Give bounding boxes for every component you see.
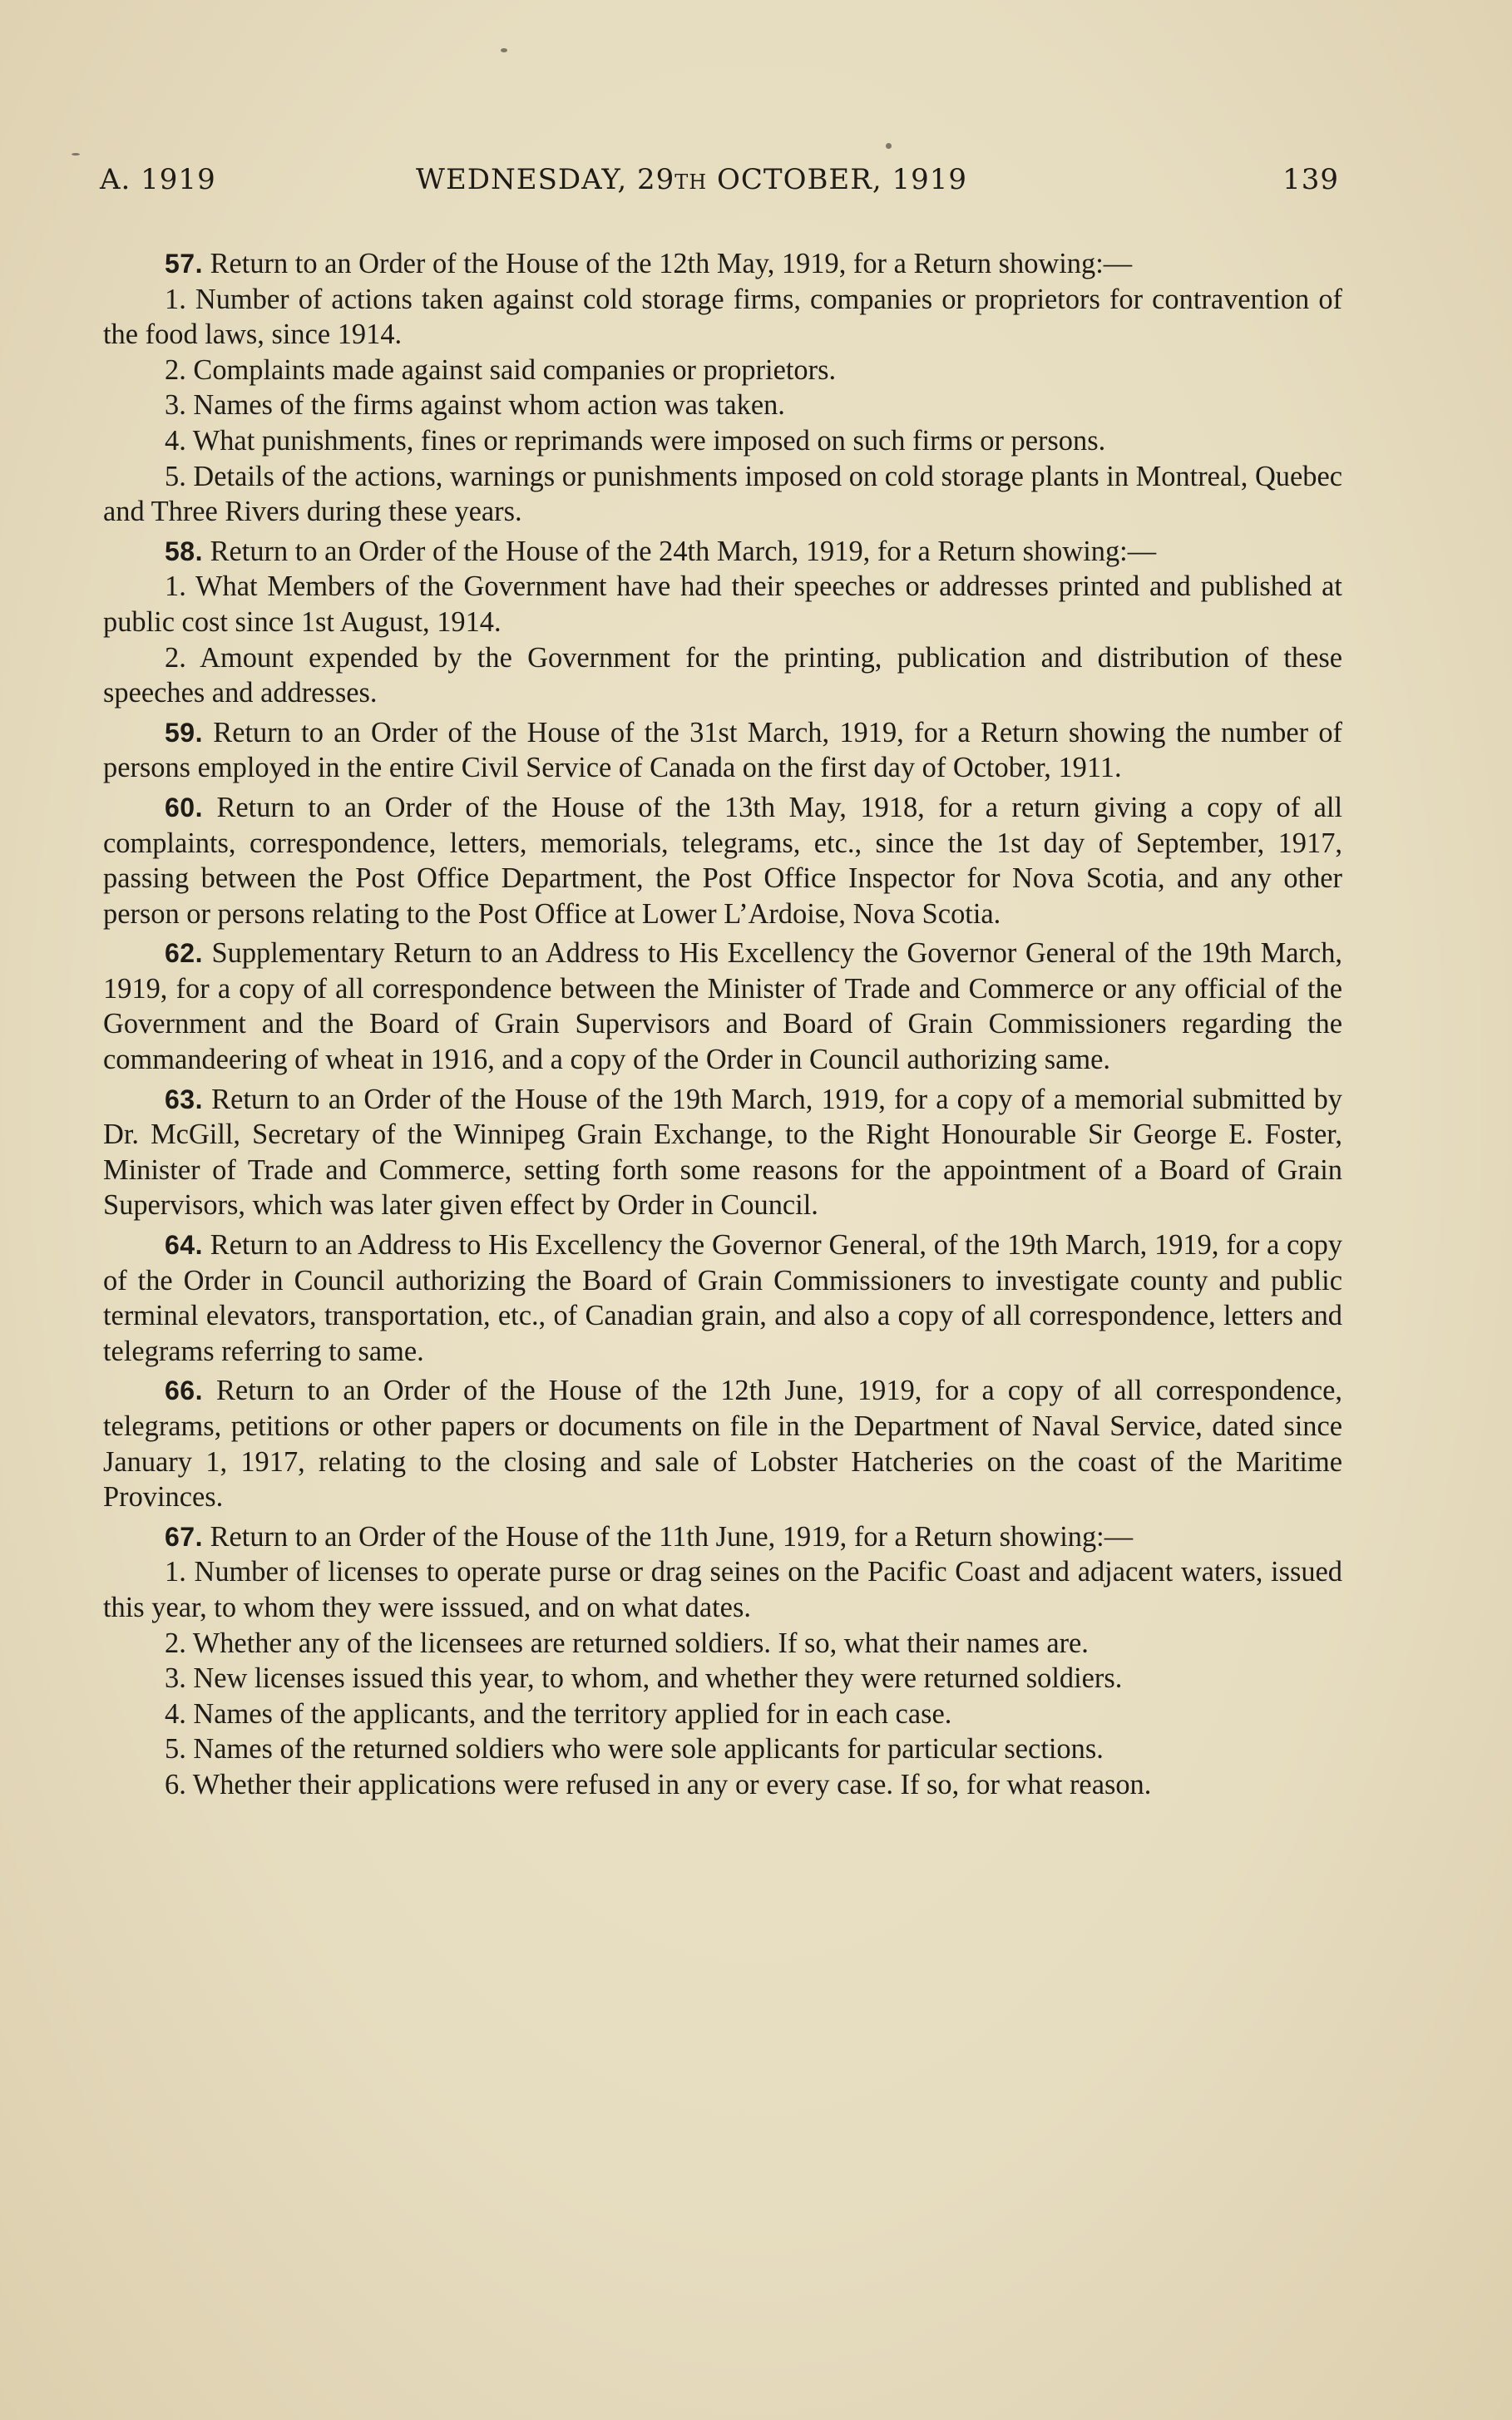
sub-item: 4. Names of the applicants, and the territory applied for in each case.	[165, 1697, 952, 1730]
date-part-month-year: OCTOBER, 1919	[707, 163, 967, 196]
entry-number: 60.	[165, 792, 203, 822]
date-ordinal-suffix: TH	[674, 170, 708, 194]
entry-57	[103, 246, 1342, 282]
entry-62	[103, 936, 1342, 1077]
entry-number: 66.	[165, 1375, 203, 1406]
sub-item: 1. What Members of the Government have had their speeches or addresses printed and published at public cost since 1st August, 1914.	[103, 570, 1342, 638]
entry-text: Return to an Address to His Excellency the Governor General, of the 19th March, 1919, for a copy of the Order in Council authorizing the Board of Grain Commissioners to investigate county and public terminal elevators, transportation, etc., of Canadian grain, and also a copy of all correspondence, letters and telegrams referring to same.	[103, 1229, 1342, 1367]
entry-number: 59.	[165, 717, 203, 748]
entry-number: 67.	[165, 1521, 203, 1552]
entry-number: 57.	[165, 249, 203, 279]
sub-item: 2. Amount expended by the Government for the printing, publication and distribution of these speeches and addresses.	[103, 641, 1342, 709]
date-line	[416, 163, 967, 196]
entry-number: 63.	[165, 1084, 203, 1114]
ink-speck	[886, 143, 892, 149]
entry-66	[103, 1373, 1342, 1514]
entry-number: 62.	[165, 938, 203, 969]
page-number: 139	[1282, 163, 1339, 196]
session-label: A. 1919	[100, 163, 216, 196]
sub-item: 2. Complaints made against said companies or proprietors.	[165, 353, 837, 386]
returns-list	[103, 246, 1342, 1803]
sub-item: 3. New licenses issued this year, to whom, and whether they were returned soldiers.	[165, 1662, 1123, 1695]
entry-number: 64.	[165, 1230, 203, 1261]
entry-text: Return to an Order of the House of the 12th May, 1919, for a Return showing:—	[202, 248, 1133, 279]
entry-59	[103, 715, 1342, 786]
ink-speck	[501, 48, 507, 52]
entry-text: Return to an Order of the House of the 13th May, 1918, for a return giving a copy of all complaints, correspondence, letters, memorials, telegrams, etc., since the 1st day of September, 1917, passing between the Post Office Department, the Post Office Inspector for Nova Scotia, and any other person or persons relating to the Post Office at Lower L’Ardoise, Nova Scotia.	[103, 791, 1342, 930]
entry-60	[103, 790, 1342, 931]
sub-item: 4. What punishments, fines or reprimands were imposed on such firms or persons.	[165, 424, 1106, 457]
entry-text: Return to an Order of the House of the 31st March, 1919, for a Return showing the number of persons employed in the entire Civil Service of Canada on the first day of October, 1911.	[103, 716, 1342, 784]
sub-item: 1. Number of actions taken against cold storage firms, companies or proprietors for contravention of the food laws, since 1914.	[103, 283, 1342, 351]
running-header	[100, 163, 1339, 205]
sub-item: 5. Details of the actions, warnings or punishments imposed on cold storage plants in Montreal, Quebec and Three Rivers during these years.	[103, 460, 1342, 528]
entry-text: Return to an Order of the House of the 11th June, 1919, for a Return showing:—	[202, 1520, 1134, 1553]
sub-item: 6. Whether their applications were refused in any or every case. If so, for what reason.	[165, 1768, 1152, 1800]
entry-text: Return to an Order of the House of the 12th June, 1919, for a copy of all correspondence, telegrams, petitions or other papers or documents on file in the Department of Naval Service, dated since January 1, 1917, relating to the closing and sale of Lobster Hatcheries on the coast of the Maritime Provinces.	[103, 1375, 1342, 1514]
entry-64	[103, 1227, 1342, 1369]
entry-67	[103, 1519, 1342, 1555]
entry-63	[103, 1082, 1342, 1223]
sub-item: 1. Number of licenses to operate purse or drag seines on the Pacific Coast and adjacent waters, issued this year, to whom they were isssued, and on what dates.	[103, 1556, 1342, 1623]
sub-item: 5. Names of the returned soldiers who were sole applicants for particular sections.	[165, 1733, 1104, 1766]
entry-text: Supplementary Return to an Address to His Excellency the Governor General of the 19th March, 1919, for a copy of all correspondence between the Minister of Trade and Commerce or any official of the Government and the Board of Grain Supervisors and Board of Grain Commissioners regarding the commandeering of wheat in 1916, and a copy of the Order in Council authorizing same.	[103, 937, 1342, 1076]
sub-item: 3. Names of the firms against whom action was taken.	[165, 389, 785, 422]
ink-speck	[72, 153, 80, 156]
entry-58	[103, 534, 1342, 570]
entry-text: Return to an Order of the House of the 24th March, 1919, for a Return showing:—	[202, 535, 1157, 567]
entry-number: 58.	[165, 536, 203, 566]
date-part-day: WEDNESDAY, 29	[416, 163, 675, 196]
sub-item: 2. Whether any of the licensees are returned soldiers. If so, what their names are.	[165, 1627, 1089, 1659]
entry-text: Return to an Order of the House of the 19th March, 1919, for a copy of a memorial submitted by Dr. McGill, Secretary of the Winnipeg Grain Exchange, to the Right Honourable Sir George E. Foster, Minister of Trade and Commerce, setting forth some reasons for the appointment of a Board of Grain Supervisors, which was later given effect by Order in Council.	[103, 1083, 1342, 1222]
